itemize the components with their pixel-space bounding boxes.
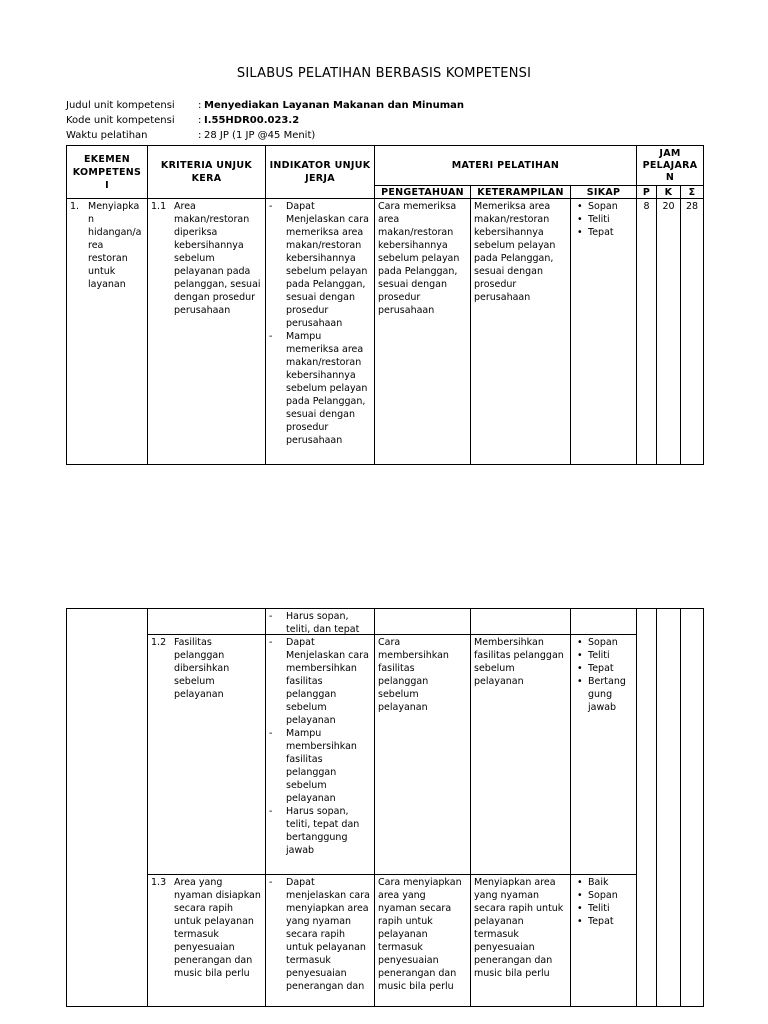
kriteria-cell [148, 199, 265, 464]
elemen-text: Menyiapka n hidangan/a rea restoran untuk layanan [88, 201, 142, 290]
header-materi: MATERI PELATIHAN [451, 160, 560, 171]
indikator-cell [266, 875, 374, 1006]
pengetahuan-cell: Cara memeriksa area makan/restoran kebersihannya sebelum pelayan pada Pelanggan, sesuai dengan prosedur perusahaan [378, 201, 460, 316]
indikator-item: - Dapat menjelaskan cara menyiapkan area yang nyaman secara rapih untuk pelayanan termasuk penyesuaian penerangan dan [269, 877, 370, 992]
kriteria-text: Area yang nyaman disiapkan secara rapih untuk pelayanan termasuk penyesuaian penerangan dan music bila perlu [174, 877, 261, 979]
sikap-item: • Tepat [574, 915, 633, 928]
pengetahuan-cell: Cara menyiapkan area yang nyaman secara rapih untuk pelayanan termasuk penyesuaian penerangan dan music bila perlu [378, 877, 462, 992]
sikap-item: • Tepat [574, 226, 633, 239]
kriteria-number: 1.2 [151, 637, 167, 648]
sikap-item: • Teliti [574, 213, 633, 226]
meta-label: Waktu pelatihan [66, 130, 148, 141]
elemen-cell [67, 199, 147, 464]
sikap-item: • Bertang gung jawab [574, 675, 628, 714]
header-pengetahuan: PENGETAHUAN [381, 187, 464, 198]
header-keterampilan: KETERAMPILAN [477, 187, 564, 198]
header-kriteria: KRITERIA UNJUK KERA [160, 160, 253, 184]
kriteria-text: Fasilitas pelanggan dibersihkan sebelum pelayanan [174, 637, 230, 700]
jam-sigma-value: 28 [685, 201, 699, 212]
kriteria-text: Area makan/restoran diperiksa kebersihannya sebelum pelayanan pada pelanggan, sesuai dengan prosedur perusahaan [174, 201, 261, 316]
meta-label: Kode unit kompetensi [66, 115, 175, 126]
meta-unit-code: Kode unit kompetensi : I.55HDR00.023.2 [66, 115, 300, 126]
sikap-cell [571, 875, 636, 1006]
meta-value: Menyediakan Layanan Makanan dan Minuman [204, 100, 465, 111]
keterampilan-cell: Memeriksa area makan/restoran kebersihannya sebelum pelayan pada Pelanggan, sesuai dengan prosedur perusahaan [474, 201, 556, 303]
sikap-item: • Sopan [574, 889, 633, 902]
sikap-item: • Tepat [574, 662, 633, 675]
indikator-item: - Dapat Menjelaskan cara membersihkan fasilitas pelanggan sebelum pelayanan [269, 637, 369, 726]
header-elemen: EKEMEN KOMPETENS I [72, 153, 142, 191]
indikator-item: - Mampu memeriksa area makan/restoran kebersihannya sebelum pelayan pada Pelanggan, sesuai dengan prosedur perusahaan [269, 331, 368, 446]
indikator-cell [266, 609, 374, 634]
header-k: K [664, 187, 673, 198]
elemen-number: 1. [70, 201, 80, 212]
sikap-item: • Teliti [574, 649, 633, 662]
header-sigma: Σ [688, 187, 696, 198]
jam-p-value: 8 [643, 201, 650, 212]
indikator-item: - Dapat Menjelaskan cara memeriksa area makan/restoran kebersihannya sebelum pelayan pada Pelanggan, sesuai dengan prosedur perusahaan [269, 201, 369, 329]
meta-value: I.55HDR00.023.2 [204, 115, 300, 126]
sikap-cell [571, 199, 636, 464]
indikator-item: - Harus sopan, teliti, tepat dan bertanggung jawab [269, 806, 360, 856]
pengetahuan-cell: Cara membersihkan fasilitas pelanggan sebelum pelayanan [378, 637, 449, 713]
sikap-item: • Sopan [574, 636, 633, 649]
kriteria-cell [148, 635, 265, 874]
kriteria-number: 1.3 [151, 877, 167, 888]
keterampilan-cell: Menyiapkan area yang nyaman secara rapih untuk pelayanan termasuk penyesuaian penerangan dan music bila perlu [474, 877, 564, 979]
header-jam: JAM PELAJARA N [642, 147, 698, 183]
header-indikator: INDIKATOR UNJUK JERJA [269, 160, 371, 184]
meta-duration: Waktu pelatihan : 28 JP (1 JP @45 Menit) [66, 130, 316, 141]
jam-k-value: 20 [662, 201, 675, 212]
header-p: P [642, 187, 651, 198]
header-sikap: SIKAP [586, 187, 621, 198]
kriteria-number: 1.1 [151, 201, 167, 212]
meta-value: 28 JP (1 JP @45 Menit) [204, 130, 316, 141]
kriteria-cell [148, 875, 265, 1006]
indikator-cell [266, 199, 374, 464]
meta-label: Judul unit kompetensi [66, 100, 175, 111]
sikap-item: • Teliti [574, 902, 633, 915]
indikator-item: - Harus sopan, teliti, dan tepat [269, 611, 360, 634]
sikap-item: • Sopan [574, 200, 633, 213]
meta-unit-title: Judul unit kompetensi : Menyediakan Layanan Makanan dan Minuman [66, 100, 465, 111]
keterampilan-cell: Membersihkan fasilitas pelanggan sebelum pelayanan [474, 637, 564, 687]
sikap-cell [571, 635, 636, 874]
document-title: SILABUS PELATIHAN BERBASIS KOMPETENSI [236, 66, 532, 81]
indikator-cell [266, 635, 374, 874]
indikator-item: - Mampu membersihkan fasilitas pelanggan sebelum pelayanan [269, 728, 357, 804]
sikap-item: • Baik [574, 876, 633, 889]
